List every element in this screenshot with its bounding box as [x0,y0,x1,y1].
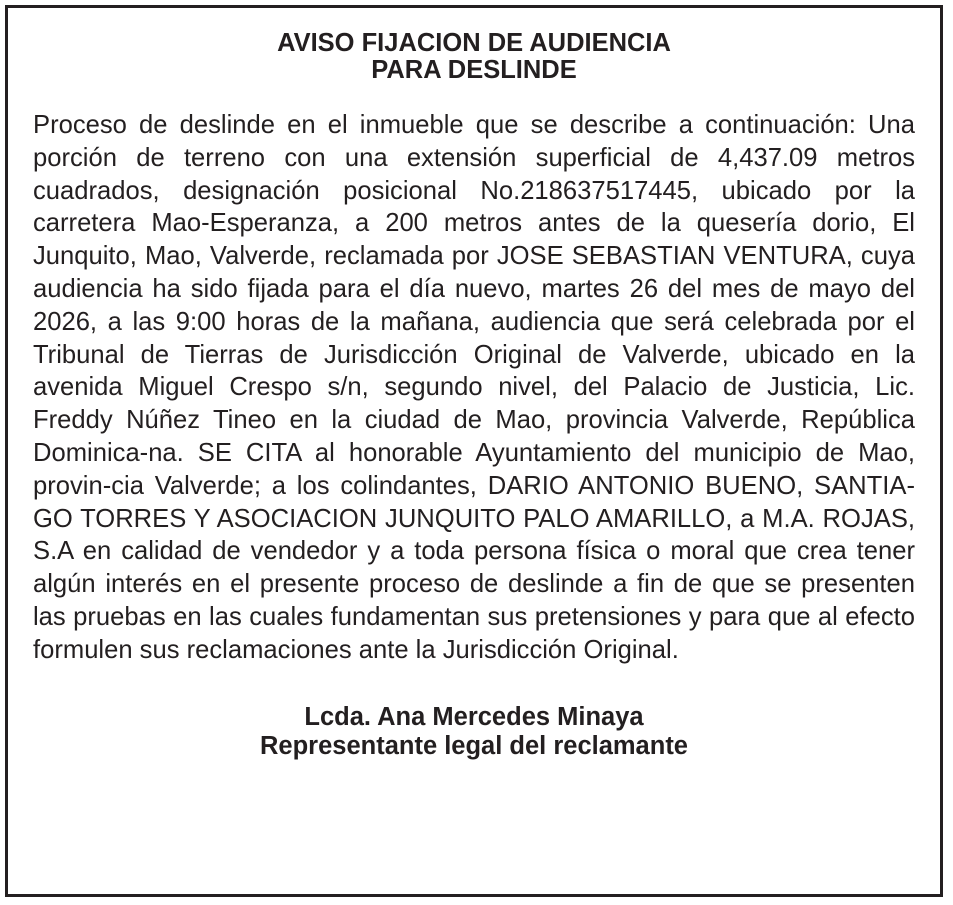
notice-title [33,30,915,84]
notice-title-line-2: PARA DESLINDE [371,56,577,84]
signature-name: Lcda. Ana Mercedes Minaya [304,702,644,731]
notice-frame [5,5,943,897]
signature-block [33,703,915,761]
notice-body: Proceso de deslinde en el inmueble que se describe a continuación: Una porción de terreno con una extensión superficial de 4,437.09 metros cuadrados, designación posicional No.218637517445, ubicado por la carretera Mao-Esperanza, a 200 metros antes de la quesería dorio, El Junquito, Mao, Valverde, reclamada por JOSE SEBASTIAN VENTURA, cuya audiencia ha sido fijada para el día nuevo, martes 26 del mes de mayo del 2026, a las 9:00 horas de la mañana, audiencia que será celebrada por el Tribunal de Tierras de Jurisdicción Original de Valverde, ubicado en la avenida Miguel Crespo s/n, segundo nivel, del Palacio de Justicia, Lic. Freddy Núñez Tineo en la ciudad de Mao, provincia Valverde, República Dominica-na. SE CITA al honorable Ayuntamiento del municipio de Mao, provin-cia Valverde; a los colindantes, DARIO ANTONIO BUENO, SANTIA-GO TORRES Y ASOCIACION JUNQUITO PALO AMARILLO, a M.A. ROJAS, S.A en calidad de vendedor y a toda persona física o moral que crea tener algún interés en el presente proceso de deslinde a fin de que se presenten las pruebas en las cuales fundamentan sus pretensiones y para que al efecto formulen sus reclamaciones ante la Jurisdicción Original. [33,111,915,664]
signature-role: Representante legal del reclamante [259,731,688,760]
notice-title-line-1: AVISO FIJACION DE AUDIENCIA [277,29,671,57]
notice-content [33,30,915,894]
